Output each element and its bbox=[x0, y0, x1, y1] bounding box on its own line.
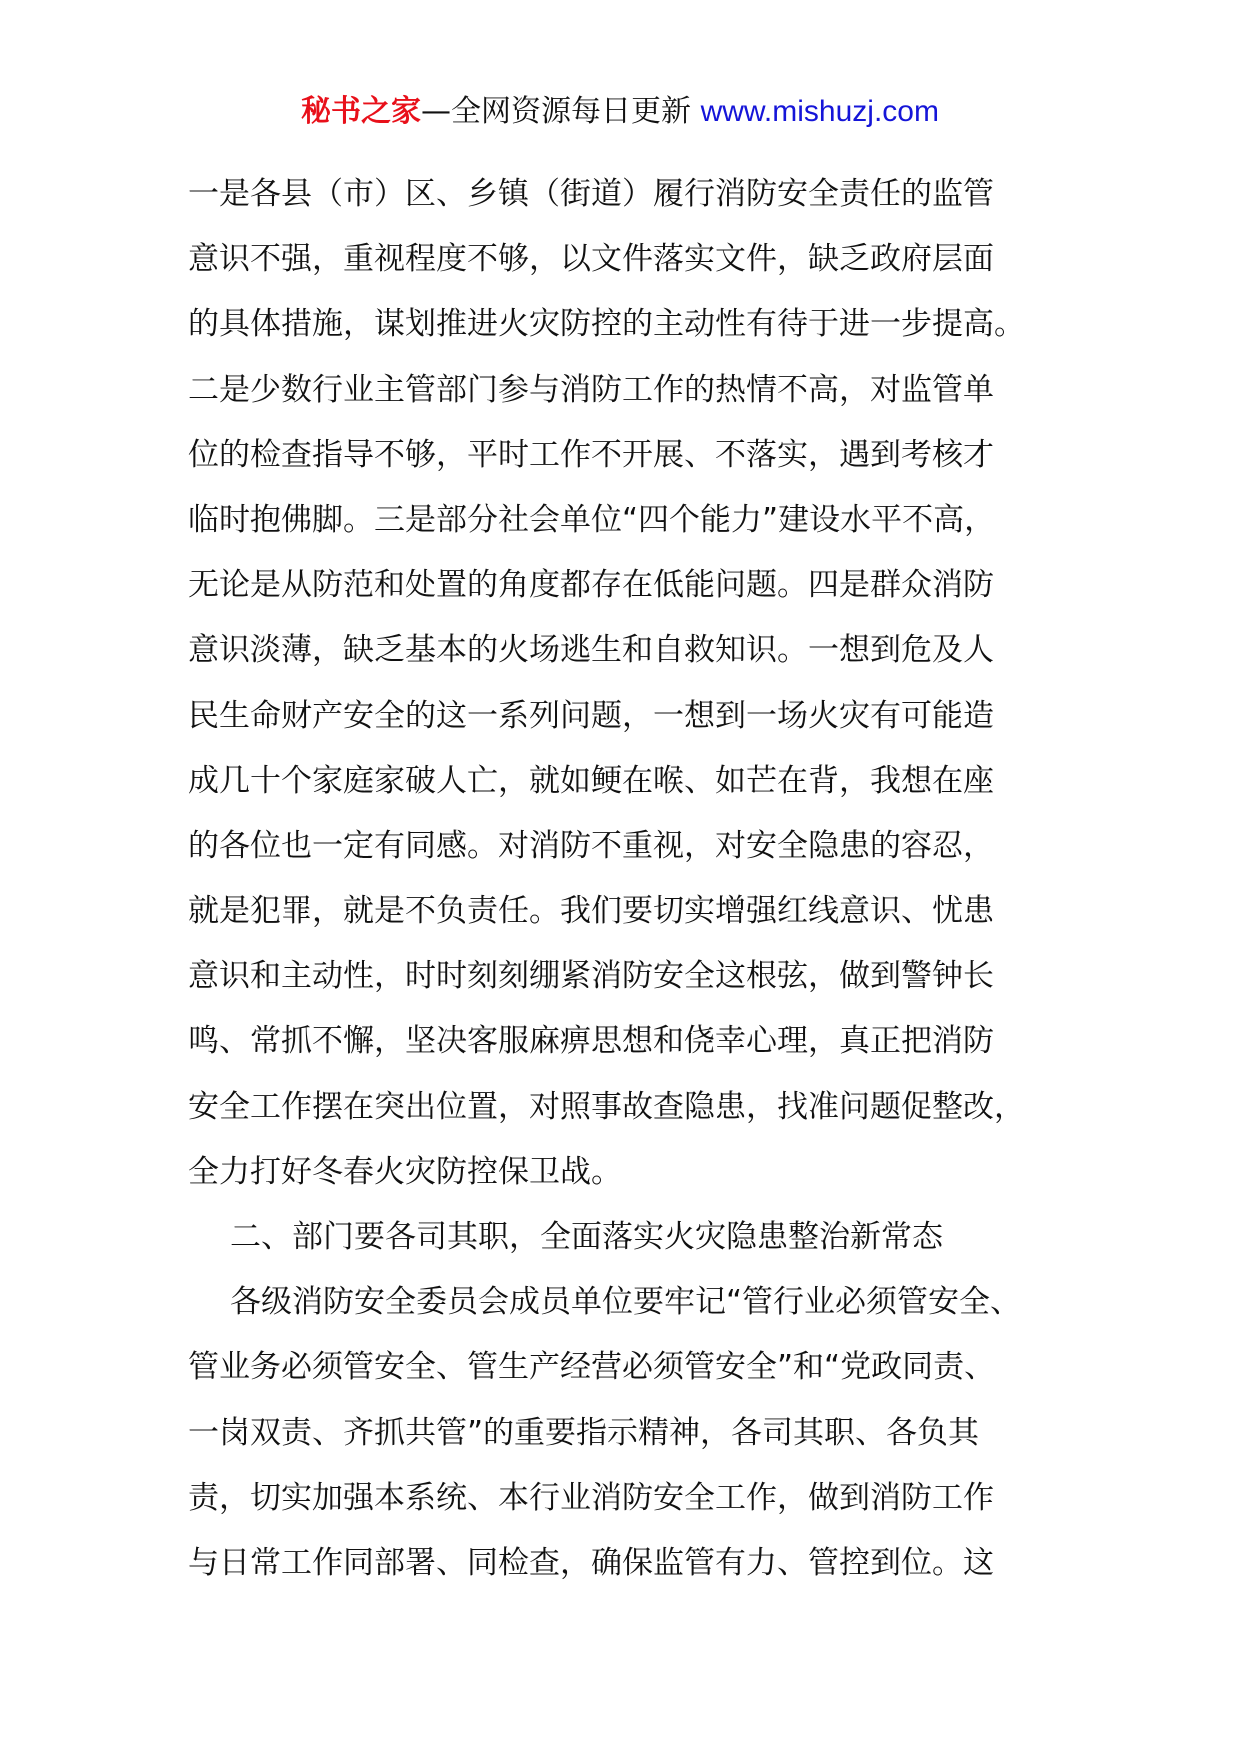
body-line: 意识淡薄，缺乏基本的火场逃生和自救知识。一想到危及人 bbox=[188, 632, 994, 669]
section-line: 各级消防安全委员会成员单位要牢记“管行业必须管安全、 bbox=[230, 1284, 1022, 1321]
body-line: 一是各县（市）区、乡镇（街道）履行消防安全责任的监管 bbox=[188, 176, 994, 212]
body-line: 鸣、常抓不懈，坚决客服麻痹思想和侥幸心理，真正把消防 bbox=[188, 1023, 994, 1060]
website-link[interactable]: www.mishuzj.com bbox=[700, 95, 939, 128]
body-line: 位的检查指导不够，平时工作不开展、不落实，遇到考核才 bbox=[188, 436, 994, 473]
body-line: 意识不强，重视程度不够，以文件落实文件，缺乏政府层面 bbox=[188, 241, 994, 278]
section-line: 与日常工作同部署、同检查，确保监管有力、管控到位。这 bbox=[188, 1544, 994, 1581]
section-line: 责，切实加强本系统、本行业消防安全工作，做到消防工作 bbox=[188, 1479, 994, 1516]
body-line: 全力打好冬春火灾防控保卫战。 bbox=[188, 1153, 622, 1190]
document-header bbox=[0, 92, 1240, 132]
body-line: 意识和主动性，时时刻刻绷紧消防安全这根弦，做到警钟长 bbox=[188, 958, 994, 995]
body-line: 二是少数行业主管部门参与消防工作的热情不高，对监管单 bbox=[188, 371, 994, 408]
body-line: 安全工作摆在突出位置，对照事故查隐患，找准问题促整改， bbox=[188, 1088, 1025, 1125]
body-line: 成几十个家庭家破人亡，就如鲠在喉、如芒在背，我想在座 bbox=[188, 762, 994, 799]
body-line: 就是犯罪，就是不负责任。我们要切实增强红线意识、忧患 bbox=[188, 893, 994, 930]
body-line: 的各位也一定有同感。对消防不重视，对安全隐患的容忍， bbox=[188, 827, 994, 864]
header-slogan: —全网资源每日更新 bbox=[421, 94, 701, 129]
body-line: 的具体措施，谋划推进火灾防控的主动性有待于进一步提高。 bbox=[188, 306, 1025, 343]
document-body bbox=[188, 162, 1068, 1596]
section-line: 一岗双责、齐抓共管”的重要指示精神，各司其职、各负其 bbox=[188, 1414, 980, 1451]
brand-name: 秘书之家 bbox=[301, 94, 422, 129]
body-line: 无论是从防范和处置的角度都存在低能问题。四是群众消防 bbox=[188, 567, 994, 604]
body-line: 民生命财产安全的这一系列问题，一想到一场火灾有可能造 bbox=[188, 697, 994, 734]
body-line: 临时抱佛脚。三是部分社会单位“四个能力”建设水平不高， bbox=[188, 501, 996, 538]
section-line: 管业务必须管安全、管生产经营必须管安全”和“党政同责、 bbox=[188, 1349, 996, 1386]
section-heading: 二、部门要各司其职，全面落实火灾隐患整治新常态 bbox=[230, 1219, 943, 1255]
